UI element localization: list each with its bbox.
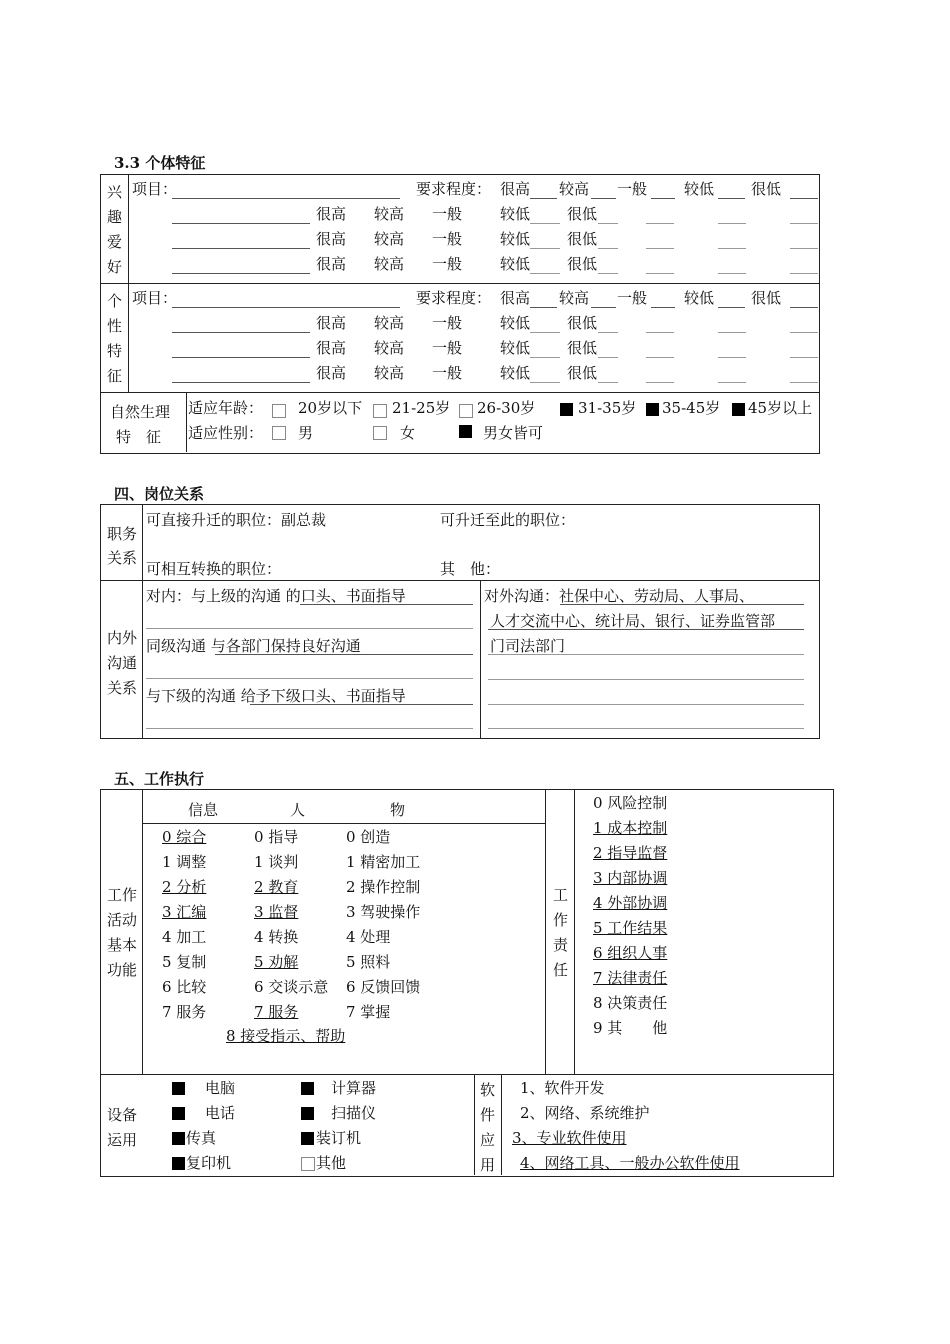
- interest-row2-level-0[interactable]: 很高: [316, 230, 347, 248]
- personality-row1-blank-2: [646, 332, 674, 333]
- gender-option-2: 男女皆可: [483, 424, 544, 442]
- personality-item-label: 项目：: [132, 289, 178, 307]
- age-checkbox-4[interactable]: [646, 403, 659, 416]
- function-people-2: 2 教育: [254, 878, 299, 896]
- interest-row1-blank-3: [718, 223, 746, 224]
- personality-level-line-2: [651, 307, 675, 308]
- equipment-5: 装订机: [316, 1129, 362, 1147]
- internal-comm-3: 与下级的沟通 给予下级口头、书面指导: [146, 687, 406, 705]
- col-header-things: 物: [390, 801, 406, 819]
- equipment-checkbox-3[interactable]: [301, 1107, 314, 1120]
- personality-level-4[interactable]: 很低: [751, 289, 782, 307]
- function-people-4: 4 转换: [254, 928, 299, 946]
- personality-item-line[interactable]: [172, 307, 400, 308]
- function-people-7: 7 服务: [254, 1003, 299, 1021]
- function-info-3: 3 汇编: [162, 903, 207, 921]
- gender-checkbox-2[interactable]: [459, 425, 472, 438]
- personality-row2-level-3[interactable]: 较低: [500, 339, 531, 357]
- personality-level-line-3: [718, 307, 745, 308]
- col-header-people: 人: [290, 801, 306, 819]
- age-checkbox-0[interactable]: [272, 404, 286, 418]
- interest-level-line-3: [718, 198, 745, 199]
- age-option-2: 26-30岁: [477, 399, 536, 417]
- function-people-5: 5 劝解: [254, 953, 299, 971]
- responsibility-0: 0 风险控制: [593, 794, 668, 812]
- personality-row2-level-1[interactable]: 较高: [374, 339, 405, 357]
- section-title-3-3: 3.3 个体特征: [114, 154, 206, 172]
- personality-row3-blank-3: [718, 382, 746, 383]
- software-1: 1、软件开发: [520, 1079, 605, 1097]
- interest-level-line-4: [790, 198, 818, 199]
- function-info-1: 1 调整: [162, 853, 207, 871]
- personality-row3-blank-4: [790, 382, 818, 383]
- interest-level-line-0: [530, 198, 557, 199]
- interest-row2-level-4[interactable]: 很低: [567, 230, 598, 248]
- interest-row2-blank-0: [530, 248, 560, 249]
- equipment-checkbox-2[interactable]: [172, 1107, 185, 1120]
- interest-row3-line[interactable]: [172, 273, 310, 274]
- gender-checkbox-0[interactable]: [272, 426, 286, 440]
- interests-label: 兴 趣 爱 好: [107, 183, 123, 276]
- gender-checkbox-1[interactable]: [373, 426, 387, 440]
- personality-row1-level-2[interactable]: 一般: [432, 314, 463, 332]
- interest-row3-blank-1: [598, 273, 618, 274]
- personality-row3-blank-1: [598, 382, 618, 383]
- personality-row1-line[interactable]: [172, 332, 310, 333]
- other-positions: 其 他：: [440, 560, 501, 578]
- interest-level-1[interactable]: 较高: [559, 180, 590, 198]
- function-things-3: 3 驾驶操作: [346, 903, 421, 921]
- interest-row2-blank-1: [598, 248, 618, 249]
- function-things-6: 6 反馈回馈: [346, 978, 421, 996]
- interest-row3-level-0[interactable]: 很高: [316, 255, 347, 273]
- personality-row2-blank-4: [790, 357, 818, 358]
- interest-row3-blank-0: [530, 273, 560, 274]
- software-4: 4、网络工具、一般办公软件使用: [520, 1154, 740, 1172]
- function-people-1: 1 谈判: [254, 853, 299, 871]
- responsibility-2: 2 指导监督: [593, 844, 668, 862]
- interest-level-2[interactable]: 一般: [617, 180, 648, 198]
- personality-row2-line[interactable]: [172, 357, 310, 358]
- equipment-1: 计算器: [331, 1079, 377, 1097]
- personality-row2-blank-1: [598, 357, 618, 358]
- interest-row2-blank-2: [646, 248, 674, 249]
- interest-row2-level-1[interactable]: 较高: [374, 230, 405, 248]
- responsibility-5: 5 工作结果: [593, 919, 668, 937]
- software-label: 软 件 应 用: [480, 1081, 496, 1174]
- personality-level-1[interactable]: 较高: [559, 289, 590, 307]
- equipment-checkbox-0[interactable]: [172, 1082, 185, 1095]
- section-title-5: 五、工作执行: [114, 770, 205, 788]
- equipment-checkbox-6[interactable]: [172, 1157, 185, 1170]
- equipment-0: 电脑: [205, 1079, 236, 1097]
- interest-row2-line[interactable]: [172, 248, 310, 249]
- personality-row1-level-0[interactable]: 很高: [316, 314, 347, 332]
- function-things-5: 5 照料: [346, 953, 391, 971]
- personality-row3-level-1[interactable]: 较高: [374, 364, 405, 382]
- internal-comm-1: 对内：与上级的沟通 的口头、书面指导: [146, 587, 406, 605]
- personality-req-label: 要求程度：: [416, 289, 492, 307]
- personality-row3-level-2[interactable]: 一般: [432, 364, 463, 382]
- responsibility-1: 1 成本控制: [593, 819, 668, 837]
- promote-from: 可升迁至此的职位：: [440, 511, 576, 529]
- equipment-checkbox-5[interactable]: [301, 1132, 314, 1145]
- interest-level-0[interactable]: 很高: [500, 180, 531, 198]
- function-info-4: 4 加工: [162, 928, 207, 946]
- function-info-5: 5 复制: [162, 953, 207, 971]
- personality-row1-level-4[interactable]: 很低: [567, 314, 598, 332]
- interest-row3-level-4[interactable]: 很低: [567, 255, 598, 273]
- responsibility-4: 4 外部协调: [593, 894, 668, 912]
- age-option-1: 21-25岁: [392, 399, 451, 417]
- interest-row2-blank-3: [718, 248, 746, 249]
- personality-row3-blank-0: [530, 382, 560, 383]
- internal-comm-2: 同级沟通 与各部门保持良好沟通: [146, 637, 361, 655]
- equipment-4: 传真: [186, 1129, 217, 1147]
- function-things-7: 7 掌握: [346, 1003, 391, 1021]
- external-comm-3: 门司法部门: [490, 637, 566, 655]
- personality-row3-line[interactable]: [172, 382, 310, 383]
- interest-row3-level-3[interactable]: 较低: [500, 255, 531, 273]
- personality-row1-blank-0: [530, 332, 560, 333]
- gender-option-0: 男: [298, 424, 314, 442]
- function-extra: 8 接受指示、帮助: [226, 1027, 346, 1045]
- gender-option-1: 女: [400, 424, 416, 442]
- personality-row1-level-3[interactable]: 较低: [500, 314, 531, 332]
- col-header-info: 信息: [188, 801, 219, 819]
- interest-row2-blank-4: [790, 248, 818, 249]
- interest-level-3[interactable]: 较低: [684, 180, 715, 198]
- interest-req-label: 要求程度：: [416, 180, 492, 198]
- personality-row1-level-1[interactable]: 较高: [374, 314, 405, 332]
- interest-level-line-2: [651, 198, 675, 199]
- personality-row3-blank-2: [646, 382, 674, 383]
- personality-row3-level-4[interactable]: 很低: [567, 364, 598, 382]
- physio-label-2: 特 征: [116, 428, 162, 446]
- interest-item-line[interactable]: [172, 198, 400, 199]
- work-responsibility-label: 工 作 责 任: [553, 886, 569, 979]
- personality-row1-blank-1: [598, 332, 618, 333]
- interest-row3-blank-4: [790, 273, 818, 274]
- interest-row1-level-1[interactable]: 较高: [374, 205, 405, 223]
- function-info-2: 2 分析: [162, 878, 207, 896]
- interest-row1-level-0[interactable]: 很高: [316, 205, 347, 223]
- personality-level-2[interactable]: 一般: [617, 289, 648, 307]
- software-3: 3、专业软件使用: [512, 1129, 627, 1147]
- interest-row2-level-3[interactable]: 较低: [500, 230, 531, 248]
- physio-label-1: 自然生理: [110, 403, 171, 421]
- gender-label: 适应性别：: [188, 424, 264, 442]
- section-title-4: 四、岗位关系: [114, 485, 205, 503]
- interest-row3-level-1[interactable]: 较高: [374, 255, 405, 273]
- personality-row2-blank-2: [646, 357, 674, 358]
- personality-row3-level-3[interactable]: 较低: [500, 364, 531, 382]
- interest-row1-level-2[interactable]: 一般: [432, 205, 463, 223]
- responsibility-3: 3 内部协调: [593, 869, 668, 887]
- function-things-1: 1 精密加工: [346, 853, 421, 871]
- interest-row1-blank-2: [646, 223, 674, 224]
- age-checkbox-1[interactable]: [373, 404, 387, 418]
- equipment-checkbox-4[interactable]: [172, 1132, 185, 1145]
- equipment-3: 扫描仪: [331, 1104, 377, 1122]
- age-checkbox-5[interactable]: [732, 403, 745, 416]
- equipment-7: 其他: [316, 1154, 347, 1172]
- interest-level-line-1: [591, 198, 616, 199]
- function-things-0: 0 创造: [346, 828, 391, 846]
- age-option-4: 35-45岁: [662, 399, 721, 417]
- age-checkbox-2[interactable]: [459, 404, 473, 418]
- interest-level-4[interactable]: 很低: [751, 180, 782, 198]
- interest-row1-blank-0: [530, 223, 560, 224]
- personality-row1-blank-3: [718, 332, 746, 333]
- external-comm-1: 对外沟通：社保中心、劳动局、人事局、: [484, 587, 755, 605]
- age-checkbox-3[interactable]: [560, 403, 573, 416]
- transfer-positions: 可相互转换的职位：: [146, 560, 282, 578]
- responsibility-6: 6 组织人事: [593, 944, 668, 962]
- personality-level-line-0: [530, 307, 557, 308]
- interest-row3-blank-2: [646, 273, 674, 274]
- personality-row3-level-0[interactable]: 很高: [316, 364, 347, 382]
- work-functions-label: 工作 活动 基本 功能: [107, 886, 138, 979]
- interest-row1-level-4[interactable]: 很低: [567, 205, 598, 223]
- age-option-5: 45岁以上: [748, 399, 813, 417]
- function-things-2: 2 操作控制: [346, 878, 421, 896]
- equipment-checkbox-1[interactable]: [301, 1082, 314, 1095]
- interest-row3-blank-3: [718, 273, 746, 274]
- duty-relations-label: 职务 关系: [107, 525, 138, 567]
- interest-row2-level-2[interactable]: 一般: [432, 230, 463, 248]
- personality-row2-level-4[interactable]: 很低: [567, 339, 598, 357]
- external-comm-2: 人才交流中心、统计局、银行、证券监管部: [490, 612, 776, 630]
- equipment-6: 复印机: [186, 1154, 232, 1172]
- personality-label: 个 性 特 征: [107, 292, 123, 385]
- interest-row3-level-2[interactable]: 一般: [432, 255, 463, 273]
- personality-level-0[interactable]: 很高: [500, 289, 531, 307]
- age-label: 适应年龄：: [188, 399, 264, 417]
- interest-row1-level-3[interactable]: 较低: [500, 205, 531, 223]
- personality-level-line-1: [591, 307, 616, 308]
- function-people-0: 0 指导: [254, 828, 299, 846]
- personality-row2-blank-0: [530, 357, 560, 358]
- function-people-3: 3 监督: [254, 903, 299, 921]
- function-people-6: 6 交谈示意: [254, 978, 329, 996]
- function-things-4: 4 处理: [346, 928, 391, 946]
- interest-row1-line[interactable]: [172, 223, 310, 224]
- function-info-6: 6 比较: [162, 978, 207, 996]
- promote-to: 可直接升迁的职位：副总裁: [146, 511, 327, 529]
- personality-row1-blank-4: [790, 332, 818, 333]
- equipment-2: 电话: [205, 1104, 236, 1122]
- personality-row2-blank-3: [718, 357, 746, 358]
- equipment-checkbox-7[interactable]: [301, 1157, 315, 1171]
- responsibility-7: 7 法律责任: [593, 969, 668, 987]
- equipment-label: 设备 运用: [107, 1106, 138, 1149]
- interest-row1-blank-4: [790, 223, 818, 224]
- personality-level-3[interactable]: 较低: [684, 289, 715, 307]
- personality-row2-level-0[interactable]: 很高: [316, 339, 347, 357]
- communication-label: 内外 沟通 关系: [107, 629, 138, 697]
- function-info-0: 0 综合: [162, 828, 207, 846]
- interest-row1-blank-1: [598, 223, 618, 224]
- age-option-0: 20岁以下: [298, 399, 363, 417]
- age-option-3: 31-35岁: [578, 399, 637, 417]
- function-info-7: 7 服务: [162, 1003, 207, 1021]
- software-2: 2、网络、系统维护: [520, 1104, 650, 1122]
- responsibility-8: 8 决策责任: [593, 994, 668, 1012]
- personality-level-line-4: [790, 307, 818, 308]
- personality-row2-level-2[interactable]: 一般: [432, 339, 463, 357]
- responsibility-9: 9 其 他: [593, 1019, 668, 1037]
- interest-item-label: 项目：: [132, 180, 178, 198]
